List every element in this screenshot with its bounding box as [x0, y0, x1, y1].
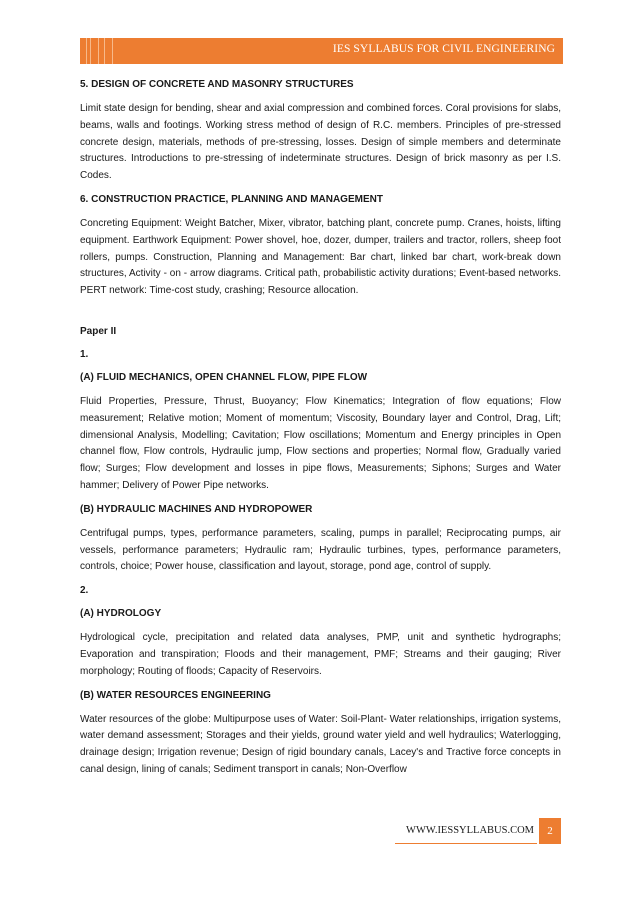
header-decoration [80, 38, 120, 64]
hydrology-heading: (A) HYDROLOGY [80, 608, 162, 620]
footer-divider [395, 843, 537, 844]
paper-2-section-2-heading: 2. [80, 585, 89, 597]
header-bar [80, 38, 563, 64]
section-6-heading: 6. CONSTRUCTION PRACTICE, PLANNING AND MANAGEMENT [80, 193, 383, 205]
water-resources-heading: (B) WATER RESOURCES ENGINEERING [80, 689, 271, 701]
page-number: 2 [539, 818, 561, 844]
paper-2-section-1-heading: 1. [80, 348, 89, 360]
hydraulic-machines-text: Centrifugal pumps, types, performance parameters, scaling, pumps in parallel; Reciprocating pumps, air vessels, performance parameters; Hydraulic ram; Hydraulic turbines, types, performance parameters, controls, choice; Power house, classification and layout, storage, pond age, control of supply. [80, 527, 561, 573]
fluid-mechanics-heading: (A) FLUID MECHANICS, OPEN CHANNEL FLOW, PIPE FLOW [80, 371, 368, 383]
fluid-mechanics-text: Fluid Properties, Pressure, Thrust, Buoyancy; Flow Kinematics; Integration of flow equations; Flow measurement; Relative motion; Moment of momentum; Viscosity, Boundary layer and Control, Drag, Lift; dimensional Analysis, Modelling; Cavitation; Flow oscillations; Momentum and Energy principles in Open channel flow, Flow controls, Hydraulic jump, Flow sections and properties; Normal flow, Gradually varied flow; Surges; Flow development and losses in pipe flows, Measurements; Siphons; Surges and Water hammer; Delivery of Power Pipe networks. [80, 395, 561, 491]
document-body [80, 78, 561, 787]
section-6-text: Concreting Equipment: Weight Batcher, Mixer, vibrator, batching plant, concrete pump. Cranes, hoists, lifting equipment. Earthwork Equipment: Power shovel, hoe, dozer, dumper, trailers and tractor, rollers, sheep foot rollers, pumps. Construction, Planning and Management: Bar chart, linked bar chart, work-break down structures, Activity - on - arrow diagrams. Critical path, probabilistic activity durations; Event-based networks. PERT network: Time-cost study, crashing; Resource allocation. [80, 217, 561, 297]
header-title: IES SYLLABUS FOR CIVIL ENGINEERING [332, 43, 555, 55]
water-resources-text: Water resources of the globe: Multipurpose uses of Water: Soil-Plant- Water relationships, irrigation systems, water demand assessment; Storages and their yields, ground water yield and well hydraulics; Waterlogging, drainage design; Irrigation revenue; Design of rigid boundary canals, Lacey's and Tractive force concepts in canal design, lining of canals; Sediment transport in canals; Non-Overflow [80, 713, 561, 775]
footer-url: WWW.IESSYLLABUS.COM [406, 825, 534, 836]
paper-2-heading: Paper II [80, 325, 117, 337]
section-5-text: Limit state design for bending, shear and axial compression and combined forces. Coral provisions for slabs, beams, walls and footings. Working stress method of design of R.C. members. Principles of pre-stressed concrete design, materials, methods of pre-stressing, losses. Design of simple members and determinate structures. Introductions to pre-stressing of indeterminate structures. Design of brick masonry as per I.S. Codes. [80, 103, 561, 182]
section-5-heading: 5. DESIGN OF CONCRETE AND MASONRY STRUCTURES [80, 79, 354, 90]
hydraulic-machines-heading: (B) HYDRAULIC MACHINES AND HYDROPOWER [80, 503, 313, 515]
hydrology-text: Hydrological cycle, precipitation and related data analyses, PMP, unit and synthetic hydrographs; Evaporation and transpiration; Floods and their management, PMF; Streams and their gauging; River morphology; Routing of floods; Capacity of Reservoirs. [80, 632, 561, 677]
